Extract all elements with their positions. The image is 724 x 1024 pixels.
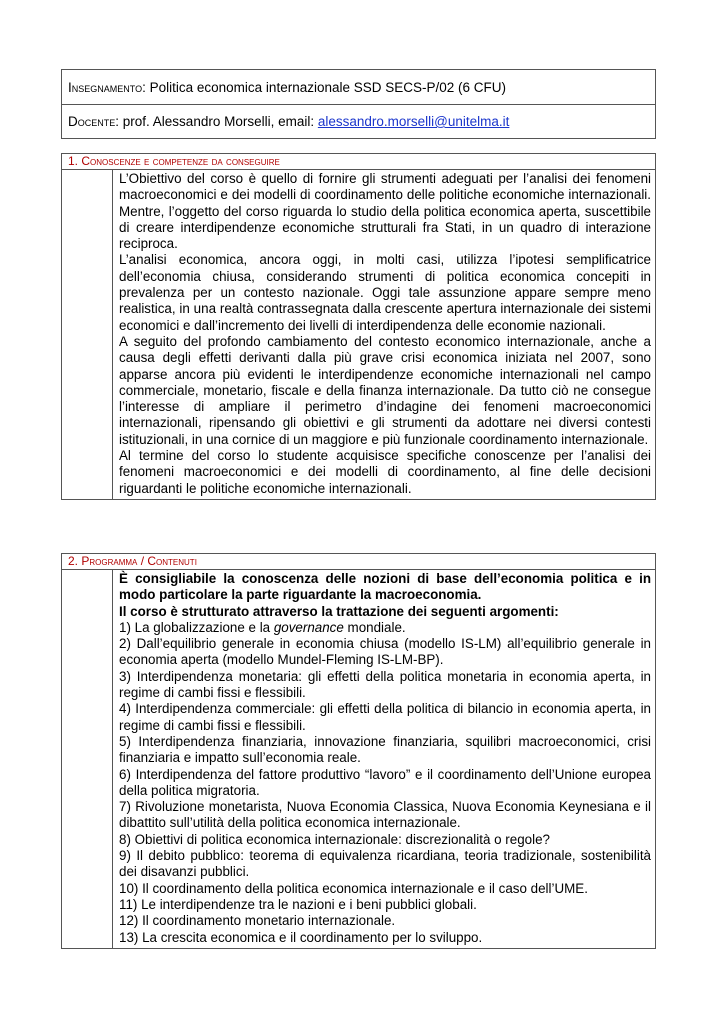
insegnamento-label: Insegnamento — [68, 79, 143, 95]
list-item: 5) Interdipendenza finanziaria, innovazione finanziaria, squilibri macroeconomici, crisi finanziaria e impatto sull’economia reale. — [119, 733, 651, 766]
prerequisites-text: È consigliabile la conoscenza delle nozioni di base dell’economia politica e in modo particolare la parte riguardante la macroeconomia. — [119, 571, 651, 603]
paragraph: Al termine del corso lo studente acquisisce specifiche conoscenze per l’analisi dei fenomeni macroeconomici e dei modelli di coordinamento, al fine delle decisioni riguardanti le politiche economiche internazionali. — [119, 448, 651, 496]
list-item: 13) La crescita economica e il coordinamento per lo sviluppo. — [119, 929, 483, 945]
docente-row: Docente : prof. Alessandro Morselli, email: alessandro.morselli@unitelma.it — [62, 104, 655, 138]
section-1-title: 1. Conoscenze e competenze da conseguire — [62, 154, 655, 170]
docente-label: Docente — [68, 114, 116, 129]
list-item: 3) Interdipendenza monetaria: gli effetti della politica monetaria in economia aperta, in regime di cambi fissi e flessibili. — [119, 668, 651, 701]
list-item: 12) Il coordinamento monetario internazionale. — [119, 913, 396, 929]
list-item: 11) Le interdipendenze tra le nazioni e i beni pubblici globali. — [119, 896, 477, 912]
docente-email-link[interactable]: alessandro.morselli@unitelma.it — [317, 114, 510, 129]
list-item: 7) Rivoluzione monetarista, Nuova Economia Classica, Nuova Economia Keynesiana e il dibattito sull’utilità della politica economica internazionale. — [119, 799, 651, 831]
list-item: 9) Il debito pubblico: teorema di equivalenza ricardiana, teoria tradizionale, sostenibilità dei disavanzi pubblici. — [119, 848, 651, 880]
course-header-table — [61, 69, 656, 139]
docente-value: prof. Alessandro Morselli, email: — [122, 114, 318, 129]
paragraph: L’Obiettivo del corso è quello di fornire gli strumenti adeguati per l’analisi dei fenomeni macroeconomici e dei modelli di coordinamento delle politiche economiche internazionali. Mentre, l’oggetto del corso riguarda lo studio della politica economica aperta, suscettibile di creare interdipendenze economiche strutturali fra Stati, in un quadro di interazione reciproca. — [119, 171, 651, 252]
section-conoscenze — [61, 153, 656, 500]
list-item: 4) Interdipendenza commerciale: gli effetti della politica di bilancio in economia aperta, in regime di cambi fissi e flessibili. — [119, 701, 651, 733]
section-2-title: 2. Programma / Contenuti — [62, 554, 655, 570]
insegnamento-value: Politica economica internazionale SSD SECS-P/02 (6 CFU) — [149, 79, 507, 95]
list-item: 10) Il coordinamento della politica economica internazionale e il caso dell’UME. — [119, 880, 588, 896]
section-1-body — [112, 170, 655, 499]
program-intro: Il corso è strutturato attraverso la trattazione dei seguenti argomenti: — [119, 603, 559, 619]
list-item: 2) Dall’equilibrio generale in economia chiusa (modello IS-LM) all’equilibrio generale in economia aperta (modello Mundel-Fleming IS-LM-BP). — [119, 636, 651, 668]
list-item: 1) La globalizzazione e la governance mondiale. — [119, 619, 406, 635]
section-2-body — [112, 570, 655, 948]
list-item: 6) Interdipendenza del fattore produttivo “lavoro” e il coordinamento dell’Unione europea della politica migratoria. — [119, 766, 651, 798]
section-programma — [61, 553, 656, 949]
paragraph: L’analisi economica, ancora oggi, in molti casi, utilizza l’ipotesi semplificatrice dell’economia chiusa, considerando strumenti di politica economica concepiti in prevalenza per un contesto nazionale. Oggi tale assunzione appare sempre meno realistica, in una realtà contrassegnata dalla crescente apertura internazionale dei sistemi economici e dall’incremento dei livelli di interdipendenza delle economie nazionali. — [119, 252, 651, 333]
list-item: 8) Obiettivi di politica economica internazionale: discrezionalità o regole? — [119, 831, 550, 847]
paragraph: A seguito del profondo cambiamento del contesto economico internazionale, anche a causa degli effetti derivanti dalla più grave crisi economica iniziata nel 2007, sono apparse ancora più evidenti le interdipendenze economiche internazionali nel campo commerciale, monetario, fiscale e della finanza internazionale. Da tutto ciò ne consegue l’interesse di ampliare il perimetro d’indagine dei fenomeni macroeconomici internazionali, ripensando gli obiettivi e gli strumenti da adottare nei diversi contesti istituzionali, in una cornice di un maggiore e più funzionale coordinamento internazionale. — [119, 333, 651, 447]
insegnamento-row: Insegnamento : Politica economica internazionale SSD SECS-P/02 (6 CFU) — [68, 79, 507, 95]
